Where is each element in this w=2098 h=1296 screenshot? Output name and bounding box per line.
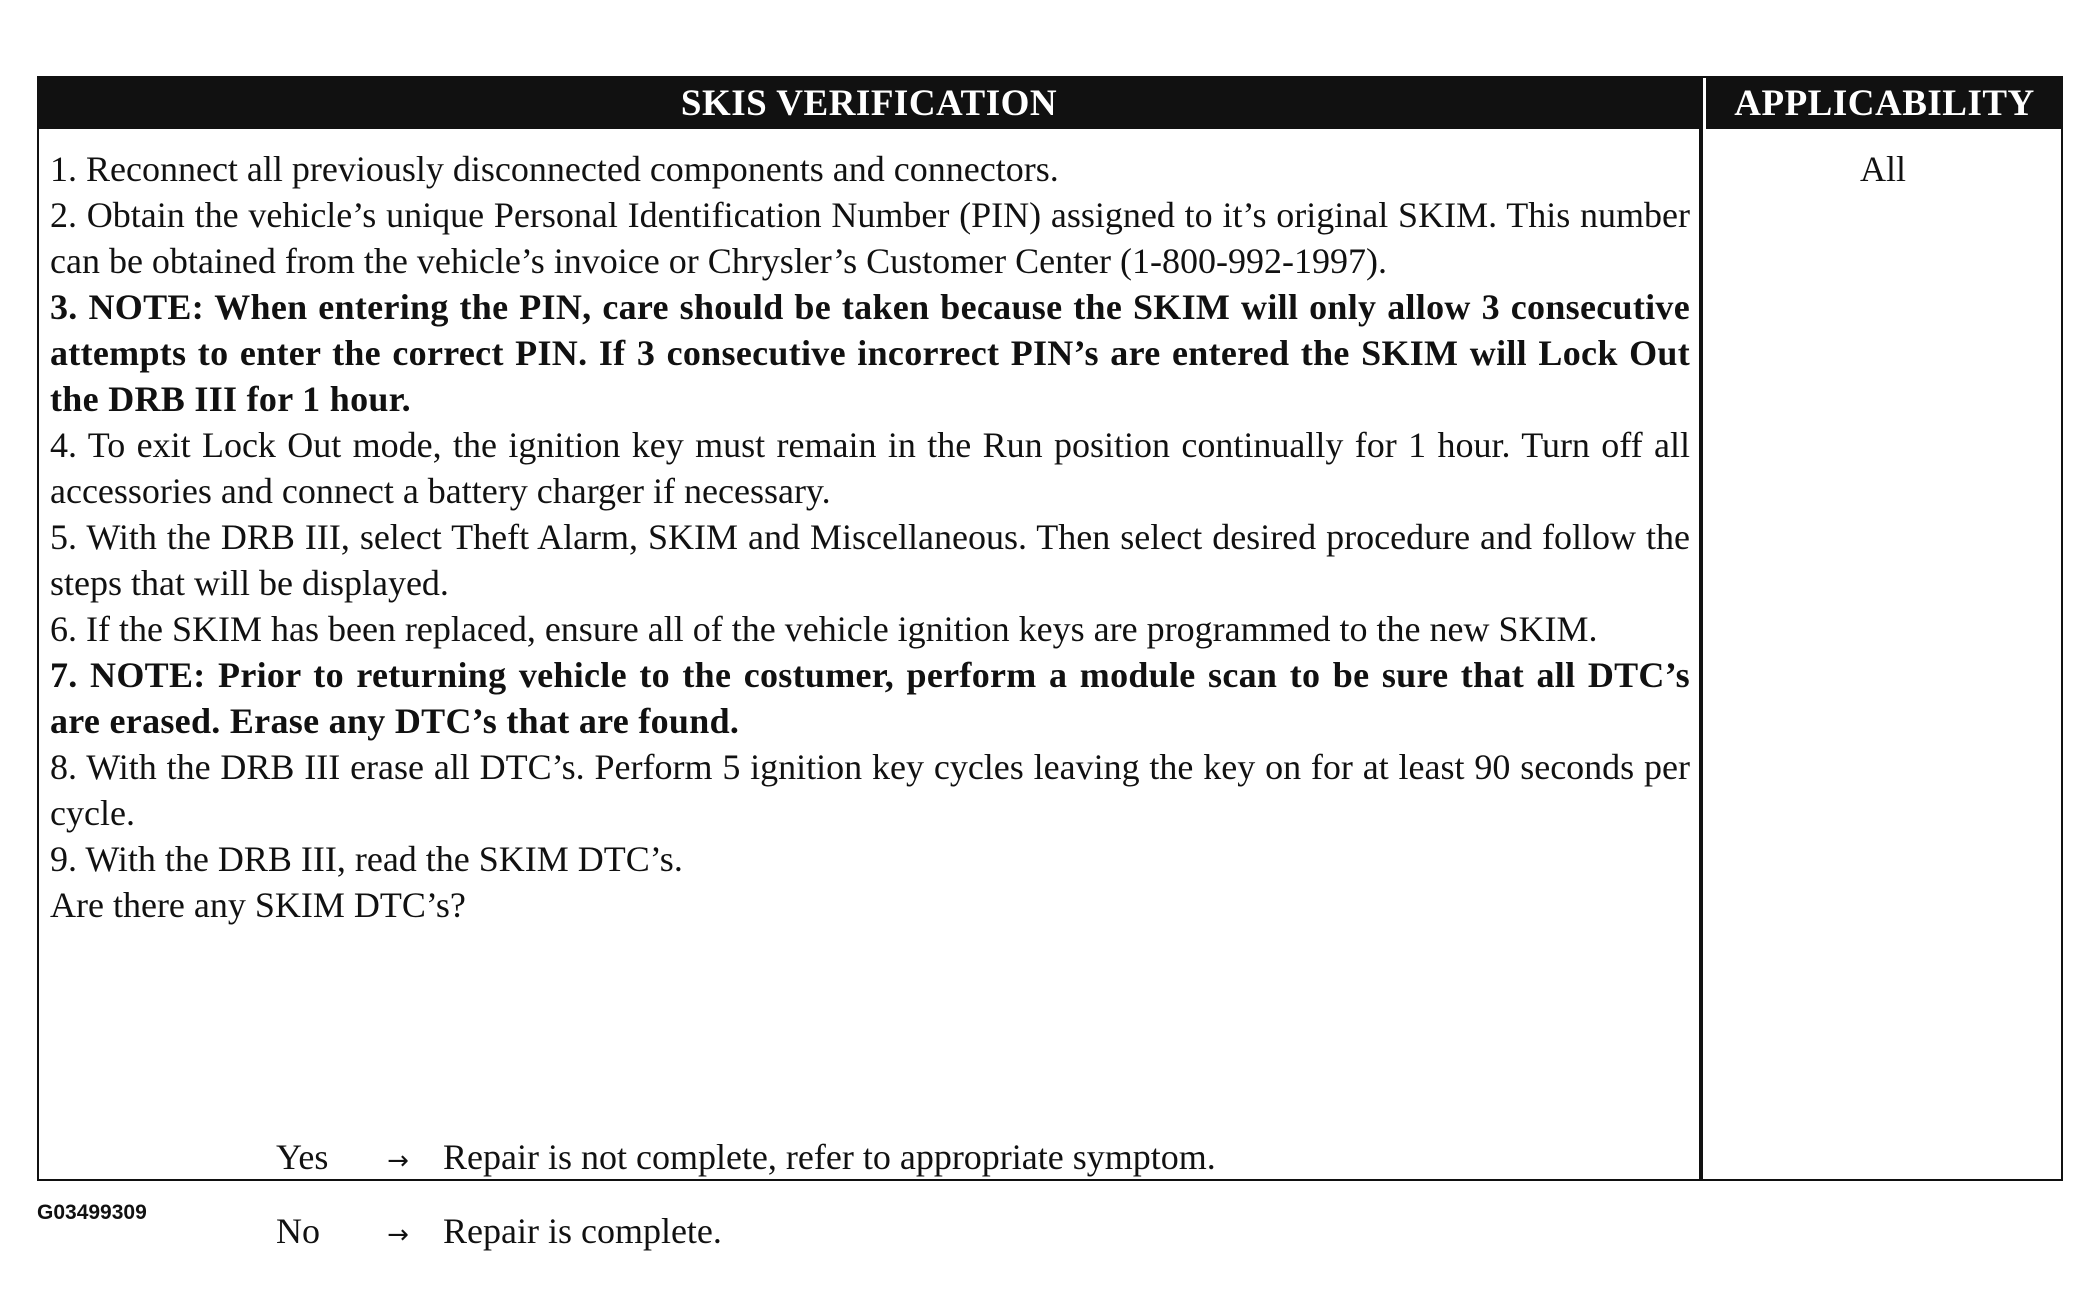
step-6: 6. If the SKIM has been replaced, ensure all of the vehicle ignition keys are programmed to the new SKIM. [50, 609, 1598, 649]
step-9: 9. With the DRB III, read the SKIM DTC’s. [50, 839, 683, 879]
table-header [39, 78, 2061, 129]
step-2: 2. Obtain the vehicle’s unique Personal Identification Number (PIN) assigned to it’s original SKIM. This number can be obtained from the vehicle’s invoice or Chrysler’s Customer Center (1-800-992-1997). [50, 195, 1690, 281]
column-divider [1699, 129, 1703, 1179]
figure-id: G03499309 [37, 1201, 147, 1224]
answer-no-result: Repair is complete. [443, 1211, 722, 1251]
step-7-note: 7. NOTE: Prior to returning vehicle to the costumer, perform a module scan to be sure that all DTC’s are erased. Erase any DTC’s that are found. [50, 655, 1690, 741]
table-title: SKIS VERIFICATION [680, 83, 1058, 124]
applicability-header: APPLICABILITY [1703, 78, 2063, 129]
answer-yes-label: Yes [276, 1137, 329, 1177]
step-5: 5. With the DRB III, select Theft Alarm, SKIM and Miscellaneous. Then select desired procedure and follow the steps that will be displayed. [50, 517, 1690, 603]
answer-no [276, 1208, 1576, 1258]
step-1: 1. Reconnect all previously disconnected components and connectors. [50, 149, 1059, 189]
answer-yes-result: Repair is not complete, refer to appropriate symptom. [443, 1137, 1216, 1177]
procedure-steps [50, 146, 1690, 928]
step-4: 4. To exit Lock Out mode, the ignition key must remain in the Run position continually for 1 hour. Turn off all accessories and connect a battery charger if necessary. [50, 425, 1690, 511]
arrow-right-icon: → [387, 1146, 409, 1176]
step-3-note: 3. NOTE: When entering the PIN, care should be taken because the SKIM will only allow 3 consecutive attempts to enter the correct PIN. If 3 consecutive incorrect PIN’s are entered the SKIM will Lock Out the DRB III for 1 hour. [50, 287, 1690, 419]
applicability-value: All [1859, 149, 1906, 189]
answer-yes [276, 1134, 1576, 1184]
arrow-right-icon: → [387, 1220, 409, 1250]
question: Are there any SKIM DTC’s? [50, 885, 466, 925]
step-8: 8. With the DRB III erase all DTC’s. Perform 5 ignition key cycles leaving the key on for at least 90 seconds per cycle. [50, 747, 1690, 833]
answer-no-label: No [276, 1211, 320, 1251]
